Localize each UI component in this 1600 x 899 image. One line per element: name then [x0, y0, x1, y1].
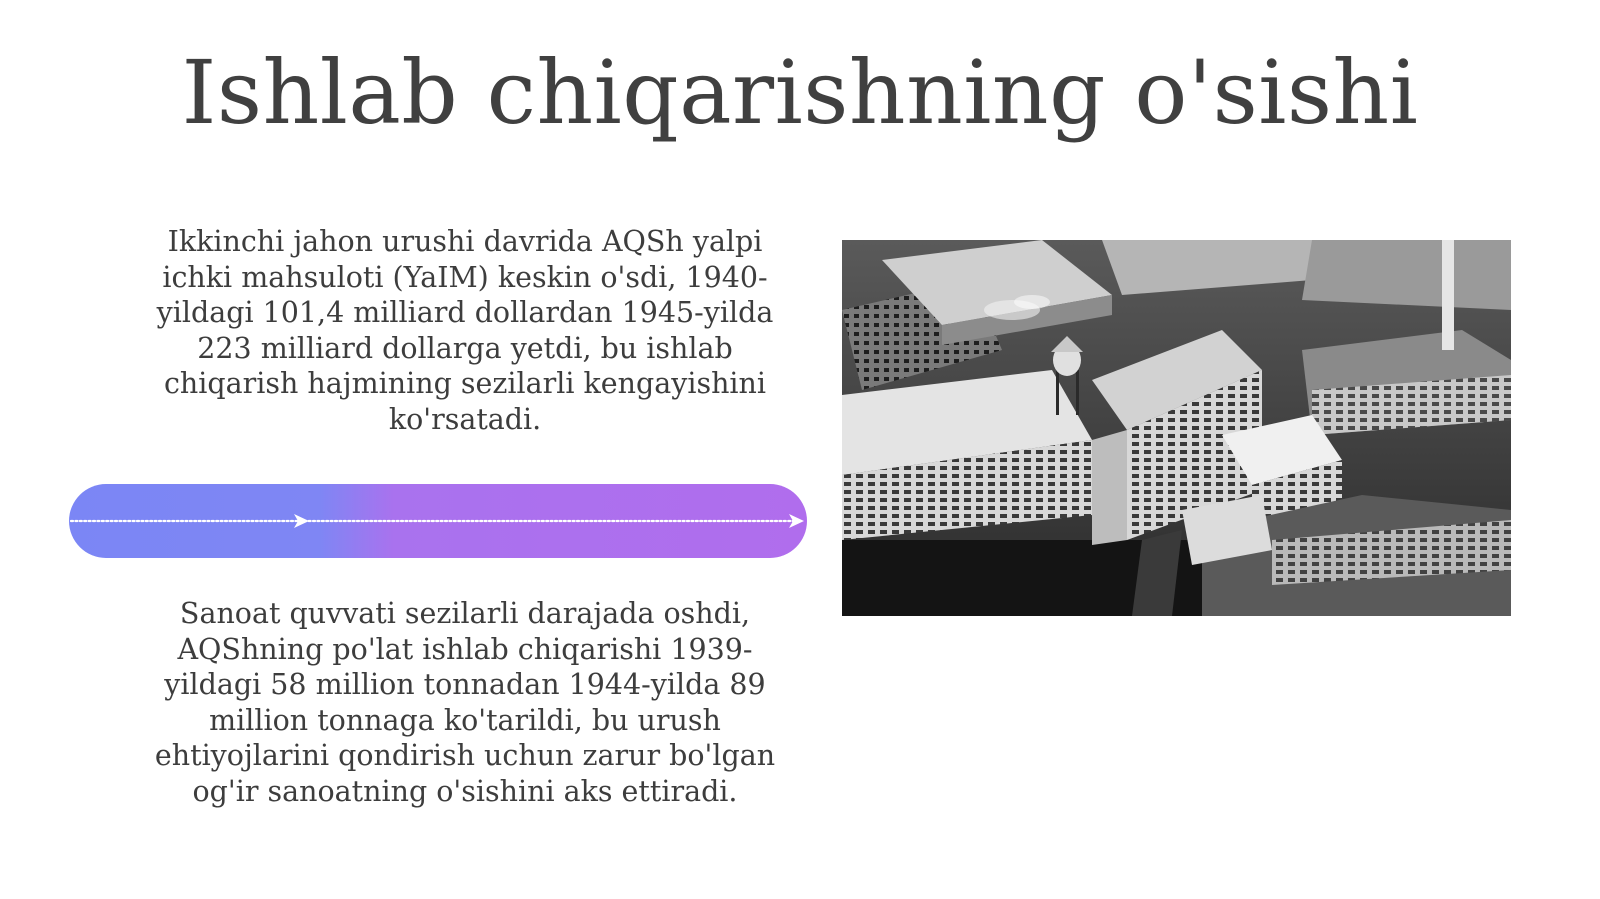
paragraph-gdp-growth: Ikkinchi jahon urushi davrida AQSh yalpi ichki mahsuloti (YaIM) keskin o'sdi, 1940-yildagi 101,4 milliard dollardan 1945-yilda 223 milliard dollarga yetdi, bu ishlab chiqarish hajmining sezilarli kengayishini ko'rsatadi.	[156, 225, 774, 436]
timeline-arrows	[69, 484, 807, 558]
slide-title: Ishlab chiqarishning o'sishi	[181, 41, 1419, 144]
factory-aerial-image	[842, 240, 1511, 616]
timeline-bar	[69, 484, 807, 558]
factory-photo-drawing	[842, 240, 1511, 616]
paragraph-steel-production: Sanoat quvvati sezilarli darajada oshdi, AQShning po'lat ishlab chiqarishi 1939-yildagi 58 million tonnadan 1944-yilda 89 million tonnaga ko'tarildi, bu urush ehtiyojlarini qondirish uchun zarur bo'lgan og'ir sanoatning o'sishini aks ettiradi.	[154, 597, 776, 808]
